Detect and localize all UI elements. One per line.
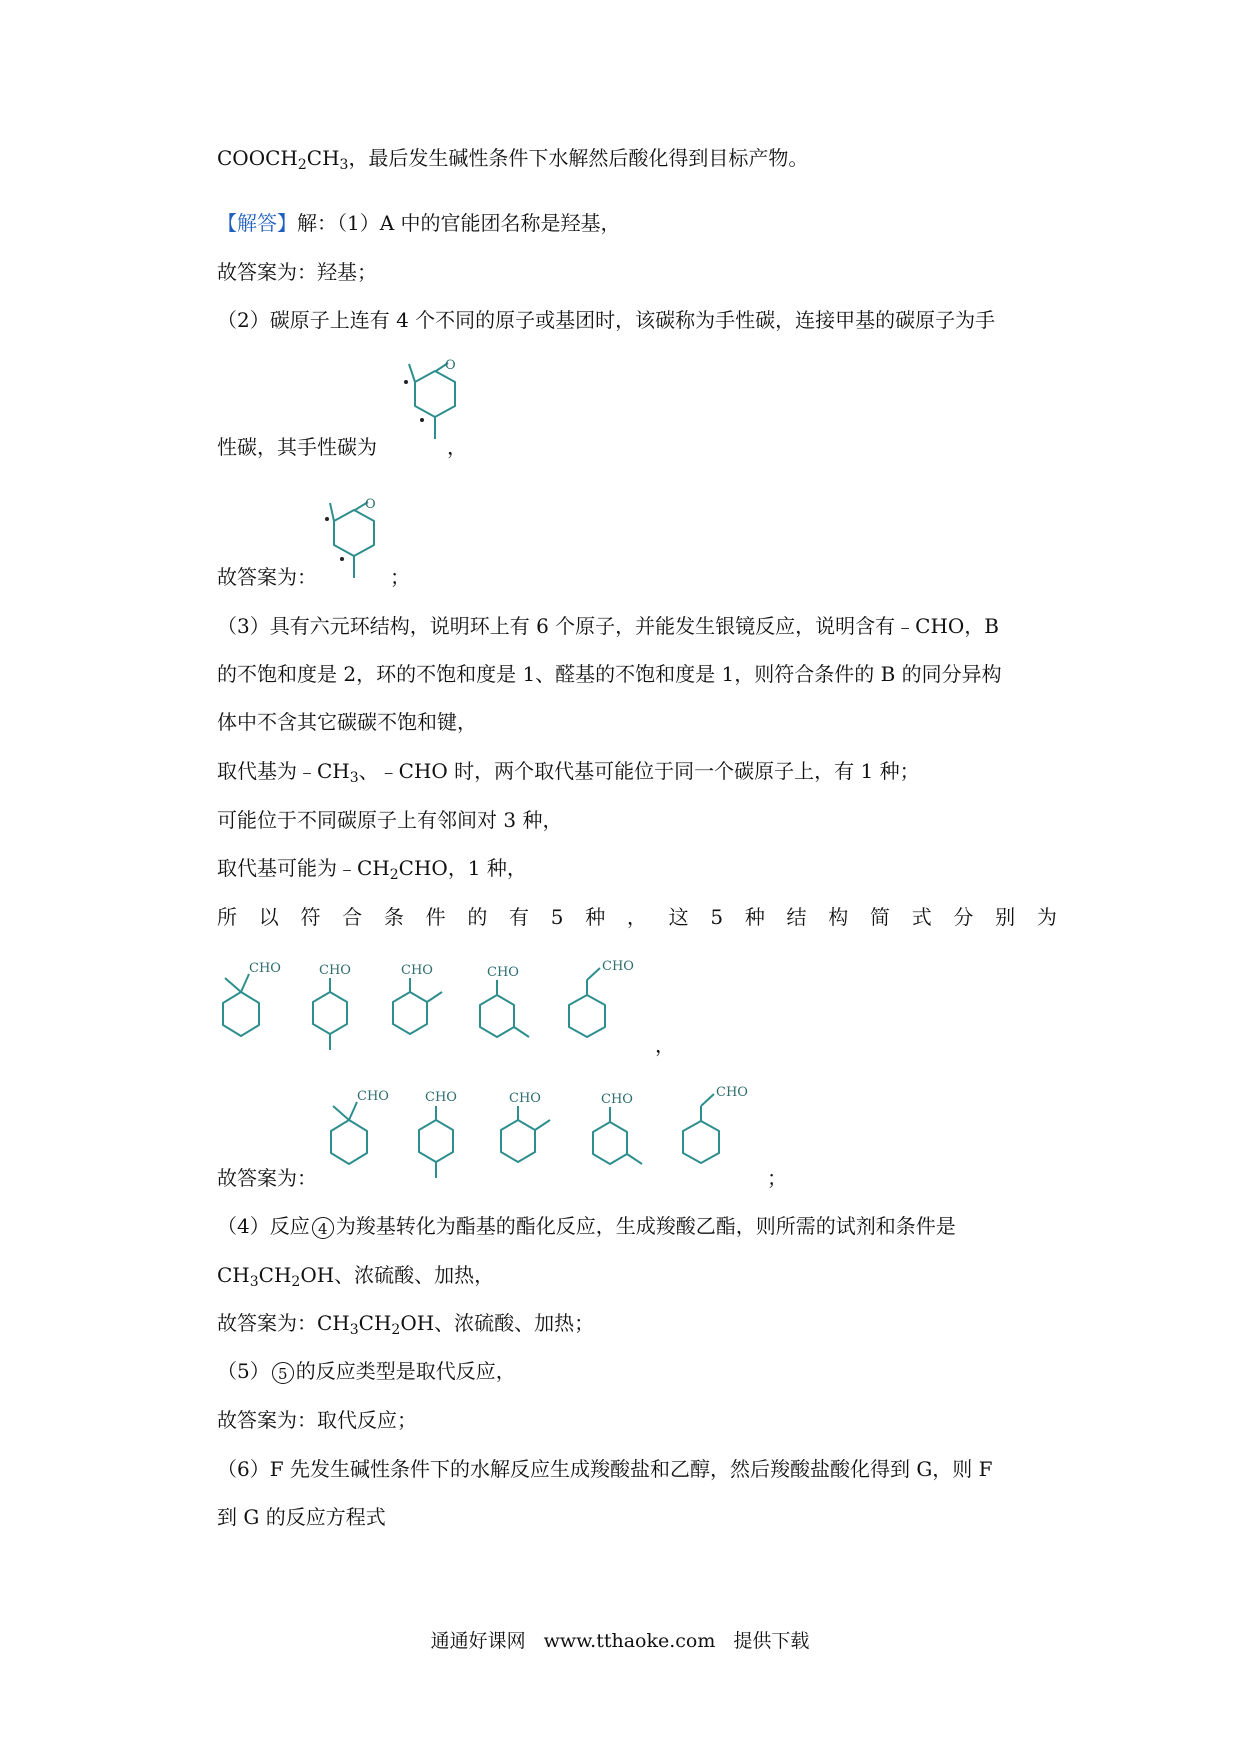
- chiral-molecule-2: [324, 493, 394, 588]
- text-line-15: 故答案为： ；: [217, 1166, 787, 1190]
- text-line-20: 故答案为：取代反应；: [217, 1408, 417, 1432]
- text-line-12: 取代基可能为$﹣CH_2CHO$，1 种，: [217, 856, 527, 883]
- svg-text:CHO: CHO: [249, 961, 281, 976]
- answer-tag: 【解答】: [217, 211, 297, 235]
- svg-text:CHO: CHO: [319, 963, 351, 978]
- footer-url[interactable]: www.tthaoke.com: [543, 1630, 716, 1652]
- svg-text:CHO: CHO: [425, 1090, 457, 1105]
- svg-text:CHO: CHO: [716, 1085, 748, 1100]
- svg-text:O: O: [445, 358, 456, 373]
- isomer-structures-row-1: [217, 958, 657, 1058]
- text-line-5: 性碳，其手性碳为 ，: [217, 435, 467, 459]
- text-line-2: 【解答】解：（1）A 中的官能团名称是羟基，: [217, 211, 621, 235]
- text-line-1: $COOCH_2CH_3$，最后发生碱性条件下水解然后酸化得到目标产物。: [217, 146, 809, 173]
- isomer-structures-row-2: [325, 1084, 775, 1184]
- footer-action: 提供下载: [733, 1630, 810, 1652]
- page-footer: [0, 1626, 1240, 1653]
- text-line-4: （2）碳原子上连有 4 个不同的原子或基团时，该碳称为手性碳，连接甲基的碳原子为手: [217, 308, 996, 332]
- text-line-9: 体中不含其它碳碳不饱和键，: [217, 710, 477, 734]
- text-line-10: 取代基为$﹣CH_3$、﹣CHO 时，两个取代基可能位于同一个碳原子上，有 1 种；: [217, 759, 920, 786]
- circled-number-4: 4: [312, 1217, 334, 1239]
- svg-text:CHO: CHO: [401, 963, 433, 978]
- text-line-18: 故答案为：$CH_3CH_2OH$、浓硫酸、加热；: [217, 1311, 595, 1338]
- circled-number-5: 5: [272, 1362, 294, 1384]
- text-line-19: （5） 5 的反应类型是取代反应，: [217, 1359, 516, 1383]
- text-line-11: 可能位于不同碳原子上有邻间对 3 种，: [217, 808, 563, 832]
- text-line-3: 故答案为：羟基；: [217, 260, 377, 284]
- text-line-17: $CH_3CH_2OH$、浓硫酸、加热，: [217, 1263, 495, 1290]
- text-line-16: （4）反应 4 为羧基转化为酯基的酯化反应，生成羧酸乙酯，则所需的试剂和条件是: [217, 1214, 956, 1238]
- text-line-14: ，: [655, 1033, 675, 1057]
- text-line-7: （3）具有六元环结构，说明环上有 6 个原子，并能发生银镜反应，说明含有﹣CHO，B: [217, 614, 1000, 638]
- svg-text:CHO: CHO: [357, 1089, 389, 1104]
- svg-text:CHO: CHO: [487, 965, 519, 980]
- chiral-molecule-1: [392, 354, 462, 449]
- text-line-8: 的不饱和度是 2，环的不饱和度是 1、醛基的不饱和度是 1，则符合条件的 B 的同分异构: [217, 662, 1002, 686]
- text-line-22: 到 G 的反应方程式: [217, 1505, 386, 1529]
- text-line-13-justified: 所 以 符 合 条 件 的 有 5 种 ， 这 5 种 结 构 简 式 分 别 为: [217, 905, 1057, 929]
- svg-text:O: O: [365, 497, 376, 512]
- svg-text:CHO: CHO: [509, 1091, 541, 1106]
- text-line-6: 故答案为： ；: [217, 565, 410, 589]
- svg-text:CHO: CHO: [601, 1092, 633, 1107]
- footer-site-name: 通通好课网: [430, 1630, 526, 1652]
- text-line-21: （6）F 先发生碱性条件下的水解反应生成羧酸盐和乙醇，然后羧酸盐酸化得到 G，则 F: [217, 1457, 993, 1481]
- svg-text:CHO: CHO: [602, 959, 634, 974]
